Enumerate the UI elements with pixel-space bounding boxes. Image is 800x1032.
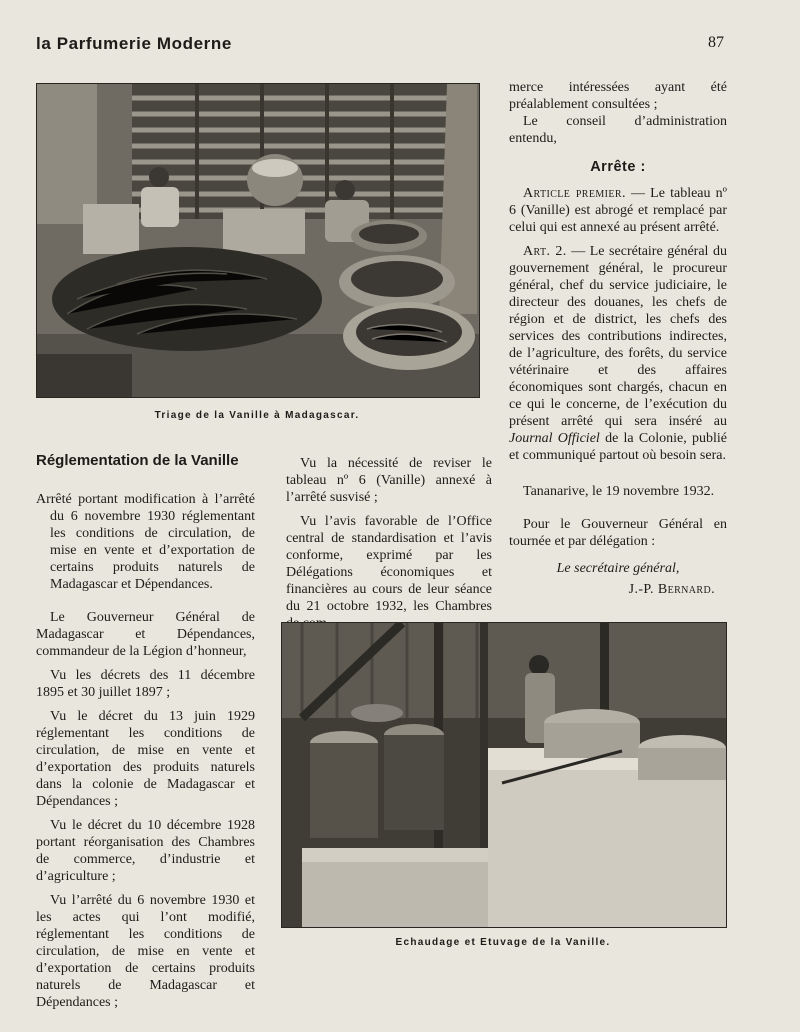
signatory-name: J.-P. Bernard.	[628, 582, 715, 597]
continued-paragraph: merce intéressées ayant été préalablement consultées ;	[509, 80, 727, 112]
place-date: Tananarive, le 19 novembre 1932.	[523, 484, 715, 499]
article-column-middle	[286, 455, 492, 632]
article-heading: Réglementation de la Vanille	[36, 452, 239, 469]
arrete-heading: Arrête :	[590, 159, 646, 175]
running-header-title: la Parfumerie Moderne	[36, 34, 232, 53]
decree-1929-paragraph: Vu le décret du 13 juin 1929 réglementant les conditions de circulation, de mise en vente et d’exportation des produits naturels dans la colonie de Madagascar et Dépendances ;	[36, 709, 255, 809]
article-2-end: de la Colonie, publié et communiqué partout où besoin sera.	[509, 431, 727, 463]
article-1-label: Article premier.	[523, 186, 626, 201]
figure-caption-1: Triage de la Vanille à Madagascar.	[154, 410, 360, 421]
figure-caption-2: Echaudage et Etuvage de la Vanille.	[395, 937, 611, 948]
council-paragraph: Le conseil d’administration entendu,	[509, 114, 727, 146]
journal-officiel-title: Journal Officiel	[509, 431, 600, 446]
decree-1928-paragraph: Vu le décret du 10 décembre 1928 portant réorganisation des Chambres de commerce, d’industrie et d’agriculture ;	[36, 818, 255, 884]
arrete-summary: Arrêté portant modification à l’arrêté du 6 novembre 1930 réglementant les conditions de circulation, de mise en vente et d’exportation de certains produits naturels de Madagascar et Dépendances.	[36, 492, 255, 592]
delegation-line: Pour le Gouverneur Général en tournée et par délégation :	[509, 517, 727, 549]
article-2-paragraph	[509, 243, 727, 464]
revision-paragraph: Vu la nécessité de reviser le tableau nº 6 (Vanille) annexé à l’arrêté susvisé ;	[286, 456, 492, 505]
article-2-text: — Le secrétaire général du gouvernement général, le procureur général, chef du service judiciaire, le directeur des douanes, les chefs de région et de district, les chefs des services des contributions indirectes, de l’agriculture, des forêts, du service vétérinaire et des affaires économiques sont chargés, chacun en ce qui le concerne, de l’exécution du présent arrêté qui sera inséré au	[509, 244, 727, 429]
article-column-left	[36, 452, 255, 1011]
article-2-label: Art. 2.	[523, 244, 567, 259]
arrete-1930-paragraph: Vu l’arrêté du 6 novembre 1930 et les actes qui l’ont modifié, réglementant les conditions de circulation, de mise en vente et d’exportation de certains produits naturels de Madagascar et Dépendances ;	[36, 893, 255, 1010]
decree-1895-paragraph: Vu les décrets des 11 décembre 1895 et 30 juillet 1897 ;	[36, 668, 255, 700]
vanilla-scalding-photo	[281, 622, 727, 928]
signatory-role: Le secrétaire général,	[556, 561, 680, 576]
page-number: 87	[708, 34, 724, 51]
article-column-right	[509, 79, 727, 598]
article-1-text: — Le tableau nº 6 (Vanille) est abrogé et remplacé par celui qui est annexé au présent arrêté.	[509, 186, 727, 235]
governor-paragraph: Le Gouverneur Général de Madagascar et Dépendances, commandeur de la Légion d’honneur,	[36, 610, 255, 659]
article-1-paragraph	[509, 185, 727, 236]
vanilla-sorting-photo	[36, 83, 480, 398]
office-opinion-paragraph: Vu l’avis favorable de l’Office central de standardisation et l’avis conforme, exprimé par les Délégations économiques et financières au cours de leur séance du 21 octobre 1932, les Chambres	[286, 514, 492, 614]
